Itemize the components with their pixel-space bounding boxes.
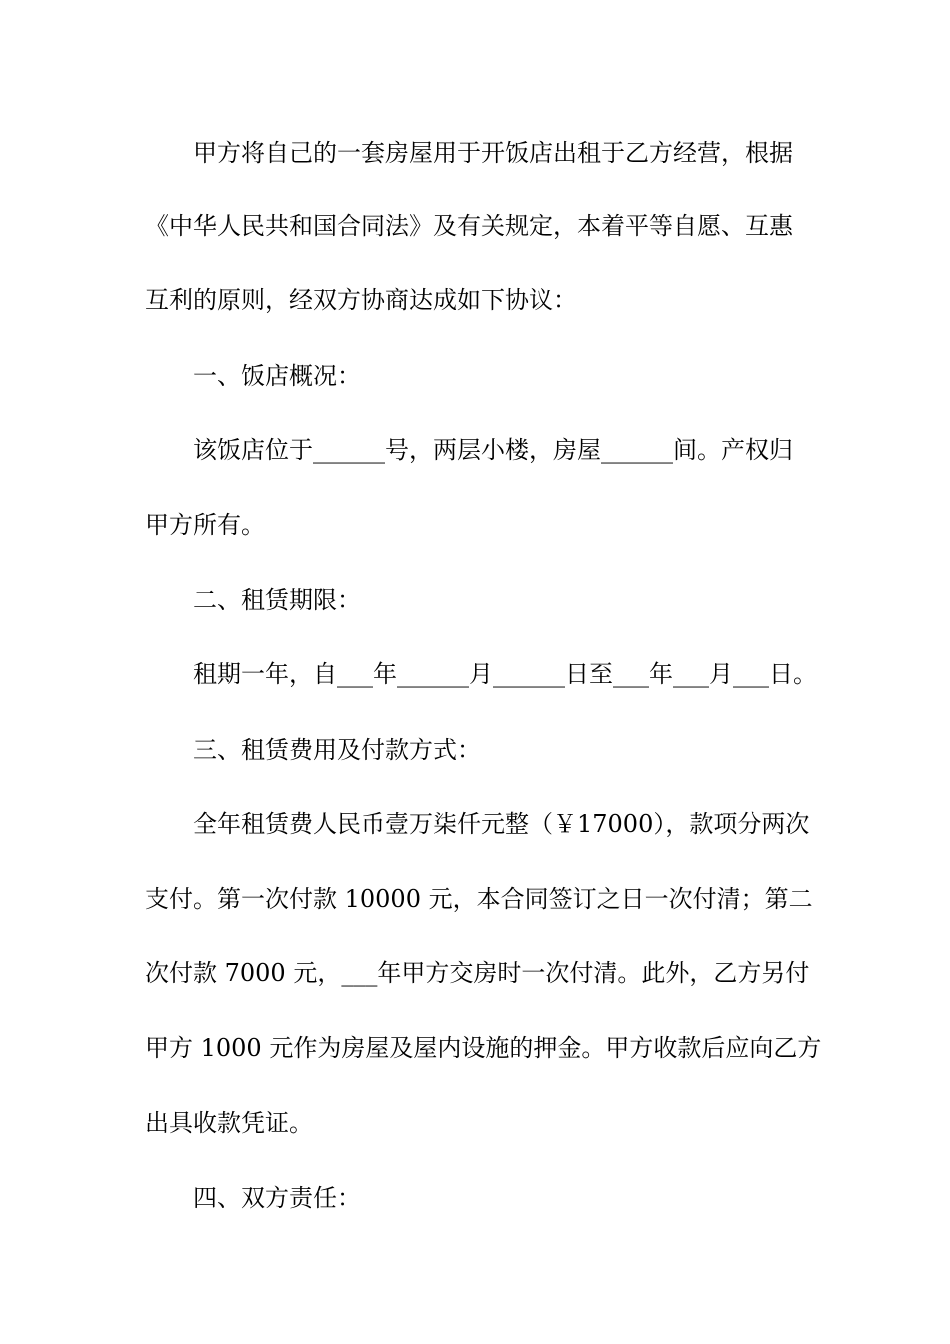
section-3-text-line-1: 全年租赁费人民币壹万柒仟元整（￥17000），款项分两次: [193, 810, 810, 838]
section-3-text-line-4: 甲方 1000 元作为房屋及屋内设施的押金。甲方收款后应向乙方: [145, 1034, 822, 1062]
section-3-text-line-2: 支付。第一次付款 10000 元，本合同签订之日一次付清；第二: [145, 885, 813, 913]
section-1-text-line-1: 该饭店位于______号，两层小楼，房屋______间。产权归: [193, 436, 793, 464]
section-2-text: 租期一年，自___年______月______日至___年___月___日。: [193, 660, 817, 688]
section-3-text-line-5: 出具收款凭证。: [145, 1109, 313, 1137]
paragraph-intro-line-2: 《中华人民共和国合同法》及有关规定，本着平等自愿、互惠: [145, 212, 793, 240]
paragraph-intro-line-1: 甲方将自己的一套房屋用于开饭店出租于乙方经营，根据: [193, 139, 793, 167]
section-heading-4: 四、双方责任：: [193, 1184, 361, 1212]
section-heading-2: 二、租赁期限：: [193, 586, 361, 614]
section-1-text-line-2: 甲方所有。: [145, 511, 265, 539]
section-heading-3: 三、租赁费用及付款方式：: [193, 736, 481, 764]
paragraph-intro-line-3: 互利的原则，经双方协商达成如下协议：: [145, 286, 577, 314]
section-3-text-line-3: 次付款 7000 元，___年甲方交房时一次付清。此外，乙方另付: [145, 959, 810, 987]
section-heading-1: 一、饭店概况：: [193, 362, 361, 390]
